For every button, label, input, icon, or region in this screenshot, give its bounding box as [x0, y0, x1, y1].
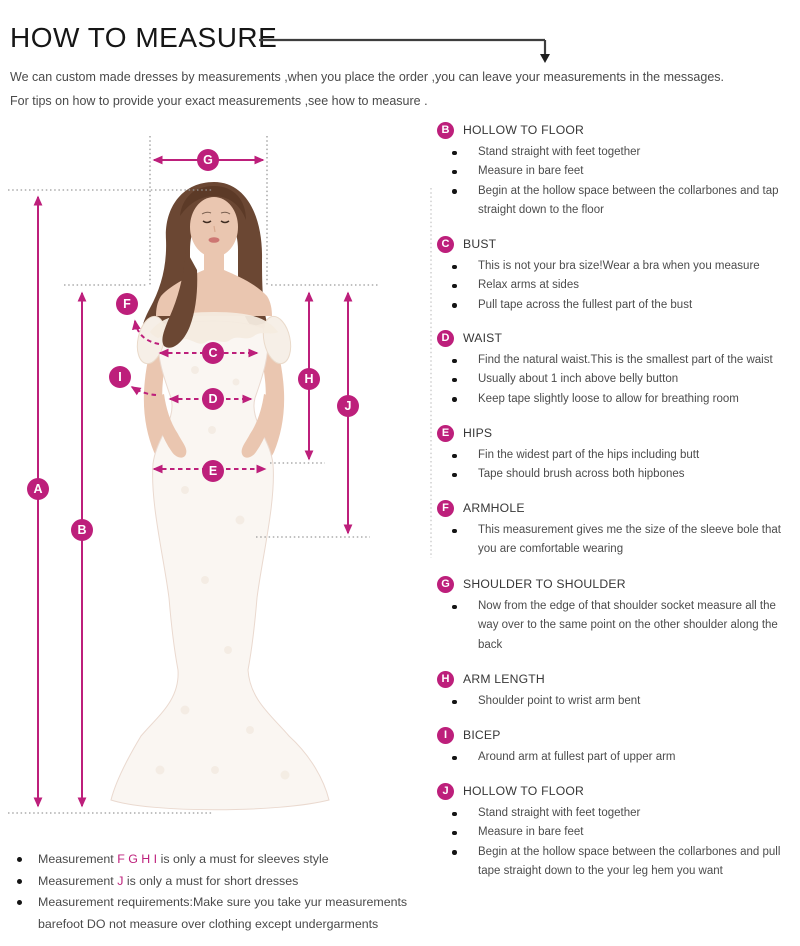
bullet-item: Around arm at fullest part of upper arm	[437, 748, 797, 767]
intro-text	[10, 66, 790, 113]
section-bust	[437, 235, 797, 315]
diagram-marker-D: D	[202, 388, 224, 410]
model-illustration	[111, 182, 329, 810]
diagram-marker-I: I	[109, 366, 131, 388]
diagram-marker-C: C	[202, 342, 224, 364]
diagram-marker-J: J	[337, 395, 359, 417]
diagram-marker-G: G	[197, 149, 219, 171]
diagram-marker-B: B	[71, 519, 93, 541]
section-badge-F: F	[437, 500, 454, 517]
section-badge-C: C	[437, 236, 454, 253]
section-badge-E: E	[437, 425, 454, 442]
note-accent-letters: F G H I	[117, 852, 158, 866]
section-badge-J: J	[437, 783, 454, 800]
note-text: Measurement	[38, 873, 118, 888]
section-badge-B: B	[437, 122, 454, 139]
section-armhole	[437, 499, 797, 560]
section-hollow-to-floor-b	[437, 121, 797, 221]
section-title: ARM LENGTH	[463, 672, 545, 686]
section-arm-length	[437, 670, 797, 711]
lips	[209, 237, 220, 243]
bullet-item: This measurement gives me the size of the sleeve bole that you are comfortable wearing	[437, 521, 797, 560]
section-badge-I: I	[437, 727, 454, 744]
bullet-item: Usually about 1 inch above belly button	[437, 370, 797, 389]
intro-line-1: We can custom made dresses by measurements ,when you place the order ,you can leave your measurements in the messages.	[10, 70, 725, 84]
note-sleeves-style	[10, 849, 414, 871]
section-title: HIPS	[463, 426, 493, 440]
note-accent-letters: J	[117, 873, 124, 888]
section-badge-D: D	[437, 330, 454, 347]
note-text: Measurement	[38, 852, 118, 866]
section-hollow-to-floor-j	[437, 782, 797, 882]
bullet-item: Find the natural waist.This is the smallest part of the waist	[437, 351, 797, 370]
bullet-item: Keep tape slightly loose to allow for breathing room	[437, 390, 797, 409]
intro-line-2: For tips on how to provide your exact measurements ,see how to measure .	[10, 93, 428, 108]
section-badge-H: H	[437, 671, 454, 688]
footnotes	[10, 849, 414, 935]
bullet-item: Stand straight with feet together	[437, 143, 797, 162]
section-badge-G: G	[437, 576, 454, 593]
bullet-item: Pull tape across the fullest part of the bust	[437, 296, 797, 315]
bullet-item: Tape should brush across both hipbones	[437, 465, 797, 484]
diagram-marker-A: A	[27, 478, 49, 500]
note-text: is only a must for sleeves style	[157, 852, 329, 866]
bullet-item: Now from the edge of that shoulder socket measure all the way over to the same point on the other shoulder along the back	[437, 597, 797, 655]
title-pointer-line	[0, 0, 600, 70]
bullet-item: Relax arms at sides	[437, 276, 797, 295]
bullet-item: Measure in bare feet	[437, 823, 797, 842]
section-title: HOLLOW TO FLOOR	[463, 123, 585, 137]
diagram-marker-E: E	[202, 460, 224, 482]
diagram-marker-F: F	[116, 293, 138, 315]
section-bicep	[437, 726, 797, 767]
section-title: SHOULDER TO SHOULDER	[463, 577, 626, 591]
bullet-item: Measure in bare feet	[437, 162, 797, 181]
bullet-item: Begin at the hollow space between the collarbones and tap straight down to the floor	[437, 182, 797, 221]
measurement-diagram	[0, 130, 435, 830]
note-requirements	[10, 892, 414, 935]
bullet-item: This is not your bra size!Wear a bra when you measure	[437, 257, 797, 276]
section-waist	[437, 329, 797, 409]
section-title: ARMHOLE	[463, 501, 525, 515]
section-title: WAIST	[463, 331, 503, 345]
note-text: Measurement requirements:Make sure you take yur measurements barefoot DO not measure over clothing except undergarments	[38, 895, 408, 931]
section-shoulder-to-shoulder	[437, 575, 797, 655]
section-title: BICEP	[463, 728, 501, 742]
diagram-marker-H: H	[298, 368, 320, 390]
page-title: HOW TO MEASURE	[10, 22, 278, 53]
note-text: is only a must for short dresses	[123, 873, 299, 888]
bullet-item: Fin the widest part of the hips including butt	[437, 446, 797, 465]
section-title: BUST	[463, 237, 497, 251]
section-hips	[437, 424, 797, 485]
note-short-dresses	[10, 871, 414, 893]
bullet-item: Stand straight with feet together	[437, 804, 797, 823]
bullet-item: Shoulder point to wrist arm bent	[437, 692, 797, 711]
bullet-item: Begin at the hollow space between the collarbones and pull tape straight down to the your leg hem you want	[437, 843, 797, 882]
section-title: HOLLOW TO FLOOR	[463, 784, 585, 798]
